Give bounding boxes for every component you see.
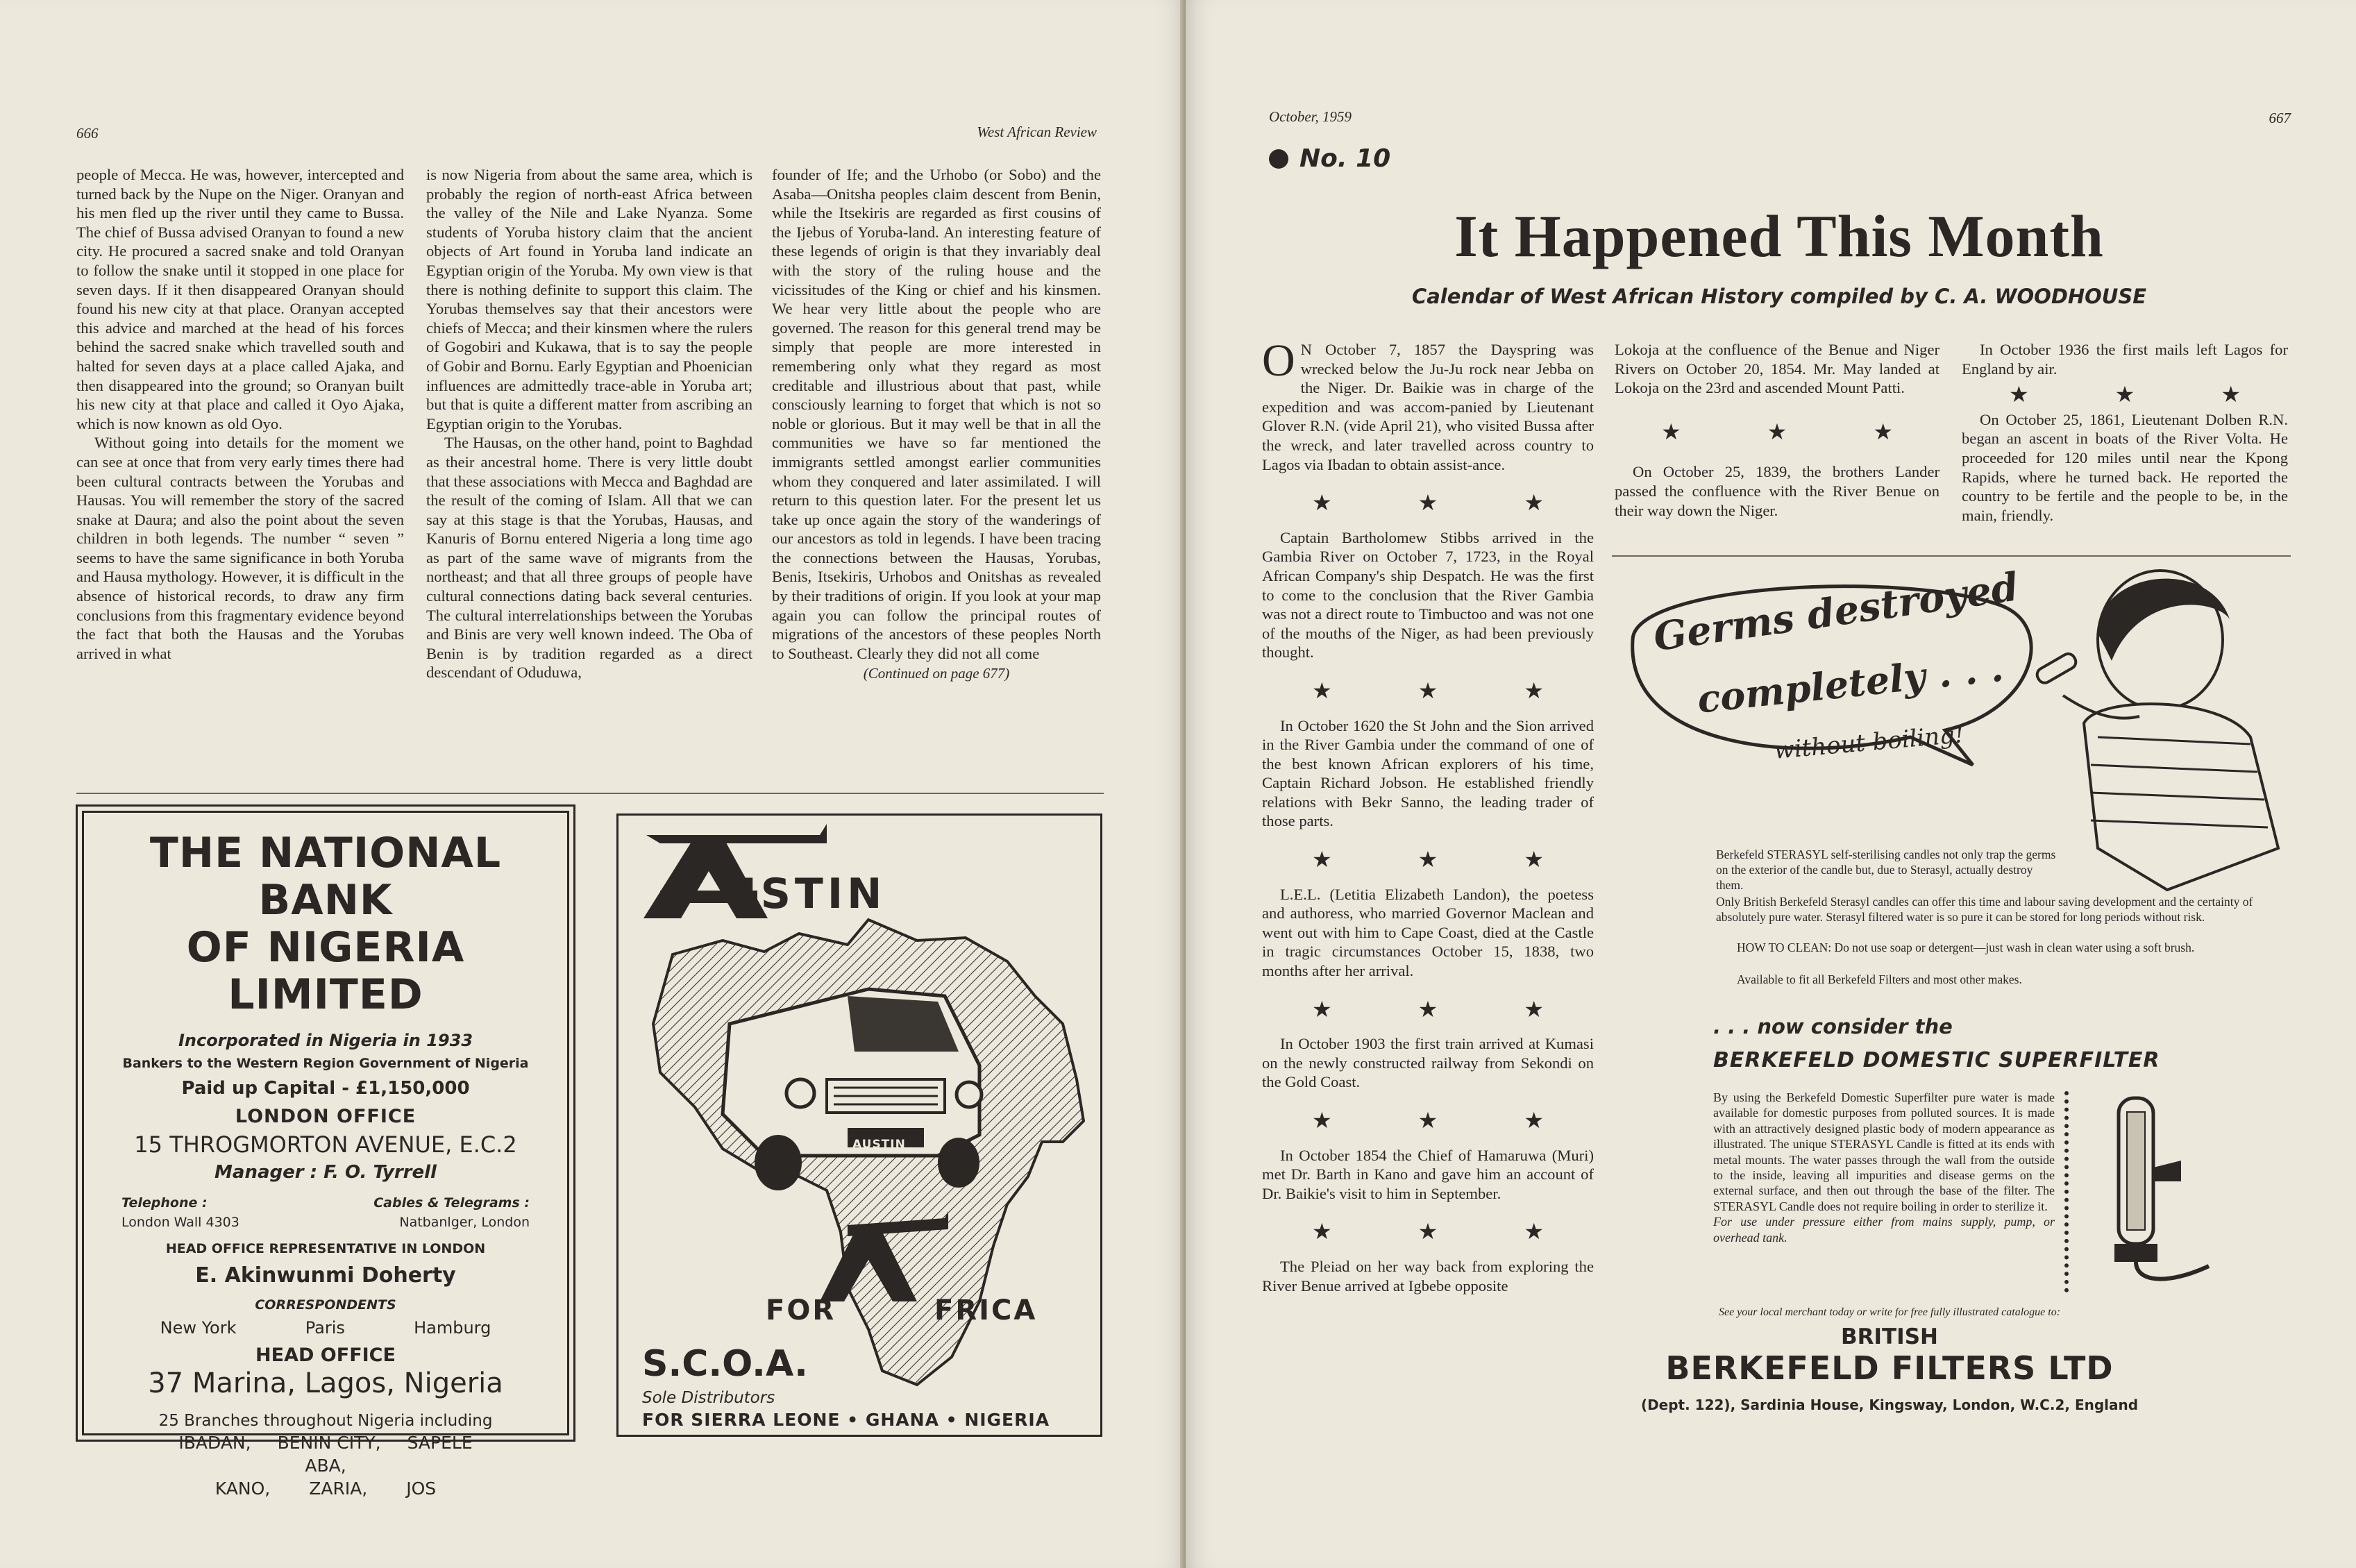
countries: FOR SIERRA LEONE • GHANA • NIGERIA — [642, 1410, 1050, 1430]
berkefeld-ad — [1612, 557, 2282, 1433]
entry-text: N October 7, 1857 the Dayspring was wrecked below the Ju-Ju rock near Jebba on the Niger. Dr. Baikie was in charge of the expedition and was accom-panied by Lieutenant Glover R.N. (vide April 21), who visited Bussa after the wreck, and later travelled across country to Lagos via Ibadan to obtain assist-ance. — [1262, 341, 1594, 473]
article-column-3 — [772, 165, 1101, 684]
entry: In October 1620 the St John and the Sion arrived in the River Gambia under the command of one of the best known African explorers of his time, Captain Richard Jobson. He established friendly relations with Bekr Sanno, the leading trader of those parts. — [1262, 716, 1594, 830]
company-name: BERKEFELD FILTERS LTD — [1665, 1349, 2114, 1387]
superfilter-title: BERKEFELD DOMESTIC SUPERFILTER — [1713, 1048, 2160, 1072]
slogan-line-3: without boiling! — [1773, 720, 1966, 765]
austin-brand: USTIN — [723, 870, 886, 918]
telephone-label: Telephone : — [121, 1195, 208, 1211]
incorporated: Incorporated in Nigeria in 1933 — [178, 1031, 473, 1050]
merchant-note: See your local merchant today or write for free fully illustrated catalogue to: — [1718, 1306, 2061, 1318]
head-address: 37 Marina, Lagos, Nigeria — [148, 1367, 503, 1399]
paragraph: The Hausas, on the other hand, point to Baghdad as their ancestral home. There is very little doubt that these associations with Mecca and Baghdad are the result of the coming of Islam. All that we can say at this stage is that the Yorubas, Hausas, and Kanuris of Bornu entered Nigeria a long time ago as part of the same wave of migrants from the northeast; and that all three groups of people have cultural connections dating back several centuries. The cultural interrelationships between the Yorubas and Binis are very well known indeed. The Oba of Benin is by tradition regarded as a direct descendant of Oduduwa, — [426, 434, 752, 682]
correspondent: Hamburg — [414, 1318, 491, 1338]
article-column-1 — [76, 165, 404, 663]
entry: On October 25, 1861, Lieutenant Dolben R.N. began an ascent in boats of the River Volta. He proceeded for 120 miles until near the Kpong Rapids, where he turned back. He reported the country to be fertile and the people to be, in the main, friendly. — [1962, 410, 2288, 524]
stars-divider: ★ ★ ★ — [1311, 847, 1585, 872]
page-number: 667 — [2269, 110, 2291, 126]
sole-distributors: Sole Distributors — [642, 1389, 775, 1407]
town: IBADAN, — [178, 1433, 251, 1453]
calendar-column-1 — [1262, 335, 1594, 1295]
how-to-clean: HOW TO CLEAN: Do not use soap or detergent—just wash in clean water using a soft brush. — [1737, 941, 2195, 954]
entry: L.E.L. (Letitia Elizabeth Landon), the poetess and authoress, who married Governor Maclean and went out with him to Cape Coast, died at the Castle in tragic circumstances October 15, 1838, two months after her arrival. — [1262, 885, 1594, 980]
town: JOS — [406, 1478, 437, 1499]
correspondents: CORRESPONDENTS — [255, 1297, 396, 1313]
capital: Paid up Capital - £1,150,000 — [181, 1078, 470, 1099]
consider-label: . . . now consider the — [1713, 1015, 1953, 1038]
branches: 25 Branches throughout Nigeria including — [158, 1412, 493, 1430]
british-label: BRITISH — [1841, 1324, 1938, 1349]
entry: In October 1854 the Chief of Hamaruwa (Muri) met Dr. Barth in Kano and gave him an account of Dr. Baikie's visit to him in September. — [1262, 1146, 1594, 1202]
bankers: Bankers to the Western Region Government of Nigeria — [122, 1056, 529, 1071]
correspondent: Paris — [305, 1318, 345, 1338]
stars-divider: ★ ★ ★ — [1311, 996, 1585, 1022]
frica-label: FRICA — [934, 1295, 1038, 1326]
entry: On October 25, 1839, the brothers Lander passed the confluence with the River Benue on their way down the Niger. — [1615, 463, 1940, 519]
continued-note: (Continued on page 677) — [863, 665, 1010, 682]
slogan-line-2: completely . . . — [1695, 645, 2005, 722]
entry — [1262, 335, 1594, 474]
entry: Captain Bartholomew Stibbs arrived in the Gambia River on October 7, 1723, in the Royal African Company's ship Despatch. He was the first to come to the conclusion that the River Gambia was not a direct route to Timbuctoo and was not one of the mouths of the Niger, as had been previously thought. — [1262, 528, 1594, 661]
stars-divider: ★ ★ ★ — [2008, 382, 2282, 407]
subtitle: Calendar of West African History compiled by C. A. WOODHOUSE — [1411, 285, 2147, 308]
plate-label: AUSTIN — [852, 1138, 906, 1152]
sterasyl-intro: Berkefeld STERASYL self-sterilising candles not only trap the germs on the exterior of the candle but, due to Sterasyl, actually destroy them. — [1716, 848, 2056, 892]
entry: In October 1936 the first mails left Lagos for England by air. — [1962, 341, 2288, 378]
scoa-label: S.C.O.A. — [642, 1343, 808, 1385]
bank-title-2: OF NIGERIA LIMITED — [186, 923, 465, 1019]
entry: In October 1903 the first train arrived at Kumasi on the newly constructed railway from Sekondi on the Gold Coast. — [1262, 1035, 1594, 1091]
entry: The Pleiad on her way back from exploring the River Benue arrived at Igbebe opposite — [1262, 1257, 1594, 1295]
article-column-2 — [426, 165, 752, 682]
austin-ad — [616, 813, 1102, 1437]
address: 15 THROGMORTON AVENUE, E.C.2 — [134, 1131, 517, 1158]
page-title: It Happened This Month — [1454, 203, 2104, 269]
stars-divider: ★ ★ ★ — [1311, 1219, 1585, 1245]
woman-illustration-icon — [2035, 571, 2278, 890]
series-number: No. 10 — [1299, 144, 1391, 173]
paragraph: people of Mecca. He was, however, intercepted and turned back by the Nupe on the Niger. Oranyan and his men fled up the river until they came to Bussa. The chief of Bussa advised Oranyan to found a new city. He procured a sacred snake and told Oranyan to follow the snake until it stopped in one place for seven days. If it then disappeared Oranyan should found his new city at that place. Oranyan accepted this advice and marched at the head of his forces behind the sacred snake which travelled south and halted for seven days at a place called Ajaka, and then disappeared into the ground; so Oranyan built his new city at that place and called it Oyo Ajaka, which is now known as old Oyo. — [76, 166, 404, 432]
availability: Available to fit all Berkefeld Filters and most other makes. — [1737, 972, 2022, 986]
bullet-icon — [1269, 149, 1288, 169]
divider — [76, 793, 1104, 794]
for-label: FOR — [766, 1295, 836, 1326]
superfilter-product-icon — [2091, 1084, 2230, 1292]
cables-label: Cables & Telegrams : — [373, 1195, 530, 1211]
sterasyl-body: Only British Berkefeld Sterasyl candles can offer this time and labour saving development and the certainty of absolutely pure water. Sterasyl filtered water is so pure it can be stored for long periods without risk. — [1716, 895, 2253, 924]
page-number: 666 — [76, 125, 99, 142]
national-bank-ad — [82, 811, 569, 1499]
head-office: HEAD OFFICE — [255, 1344, 396, 1366]
london-office: LONDON OFFICE — [235, 1106, 416, 1127]
bank-title-1: THE NATIONAL BANK — [149, 829, 502, 925]
calendar-column-2 — [1615, 340, 1940, 520]
stars-divider: ★ ★ ★ — [1311, 1108, 1585, 1133]
stars-divider: ★ ★ ★ — [1311, 677, 1585, 703]
pressure-note: For use under pressure either from mains supply, pump, or overhead tank. — [1713, 1215, 2055, 1245]
entry: Lokoja at the confluence of the Benue and Niger Rivers on October 20, 1854. Mr. May landed at Lokoja on the 23rd and ascended Mount Patti. — [1615, 341, 1940, 397]
series-label — [1269, 144, 1390, 173]
town: SAPELE — [407, 1433, 473, 1453]
stars-divider: ★ ★ ★ — [1311, 490, 1585, 516]
cables: Natbanlger, London — [399, 1215, 530, 1230]
paragraph: Without going into details for the moment we can see at once that from very early times there had been cultural contracts between the Yorubas and Hausas. You will remember the story of the sacred snake at Daura; and also the point about the seven children in both legends. The number “ seven ” seems to have the same significance in both Yoruba and Hausa mythology. However, it is difficult in the absence of historical records, to draw any firm conclusions from this fragmentary evidence beyond the fact that both the Hausas and the Yorubas arrived in what — [76, 434, 404, 662]
stars-divider: ★ ★ ★ — [1660, 419, 1934, 444]
running-header: West African Review — [977, 124, 1097, 140]
rep-label: HEAD OFFICE REPRESENTATIVE IN LONDON — [165, 1241, 486, 1256]
town: ZARIA, — [309, 1478, 368, 1499]
town: KANO, — [214, 1478, 271, 1499]
town: BENIN CITY, — [277, 1433, 381, 1453]
calendar-column-3 — [1962, 340, 2288, 525]
issue-date: October, 1959 — [1269, 108, 1352, 125]
drop-cap: O — [1262, 335, 1295, 386]
company-address: (Dept. 122), Sardinia House, Kingsway, London, W.C.2, England — [1640, 1397, 2139, 1413]
paragraph: is now Nigeria from about the same area, which is probably the region of north-east Africa between the valley of the Nile and Lake Nyanza. Some students of Yoruba history claim that the ancient objects of Art found in Yoruba land indicate an Egyptian origin of the Yoruba. My own view is that there is nothing definite to support this claim. The Yorubas themselves say that their ancestors were chiefs of Mecca; and their kinsmen where the rulers of Gogobiri and Kukawa, that is to say the people of Gobir and Bornu. Early Egyptian and Phoenician influences are admittedly trace-able in Yoruba art; but that is quite a different matter from ascribing an Egyptian origin to the Yorubas. — [426, 166, 752, 432]
dotted-divider — [2064, 1091, 2069, 1292]
town: ABA, — [305, 1456, 346, 1476]
correspondent: New York — [160, 1318, 237, 1338]
superfilter-body — [1713, 1090, 2055, 1245]
slogan-line-1: Germs destroyed — [1651, 564, 2021, 661]
rep-name: E. Akinwunmi Doherty — [195, 1263, 456, 1288]
telephone: London Wall 4303 — [121, 1215, 239, 1230]
manager: Manager : F. O. Tyrrell — [214, 1162, 437, 1183]
paragraph: founder of Ife; and the Urhobo (or Sobo) and the Asaba—Onitsha peoples claim descent from Benin, while the Itsekiris are regarded as first cousins of the Ijebus of Yoruba-land. An interesting feature of these legends of origin is that they invariably deal with the story of the ruling house and the vicissitudes of the King or chief and his kinsmen. We hear very little about the people who are governed. The reason for this general trend may be simply that people are more interested in remembering only what they regard as most creditable and illustrious about that past, while consciously learning to forget that which is not so noble or glorious. But it may well be that in all the communities we have so far mentioned the immigrants settled amongst earlier communities whom they conquered and later assimilated. I will return to this question later. For the present let us take up once again the story of the wanderings of our ancestors as told in legends. I have been tracing the connections between the Hausas, Yorubas, Benis, Itsekiris, Urhobos and Onitshas as revealed by their traditions of origin. If you look at your map again you can follow the principal routes of migrations of the ancestors of these peoples North to Southeast. Clearly they did not all come — [772, 166, 1101, 662]
superfilter-description: By using the Berkefeld Domestic Superfilter pure water is made available for domestic purposes from polluted sources. It is made with an attractively designed plastic body of modern appearance as illustrated. The unique STERASYL Candle is fitted at its ends with metal mounts. The water passes through the wall from the outside to the inside, leaving all impurities and disease germs on the external surface, and then out through the base of the filter. The STERASYL Candle does not require boiling in order to sterilize it. — [1713, 1090, 2055, 1213]
